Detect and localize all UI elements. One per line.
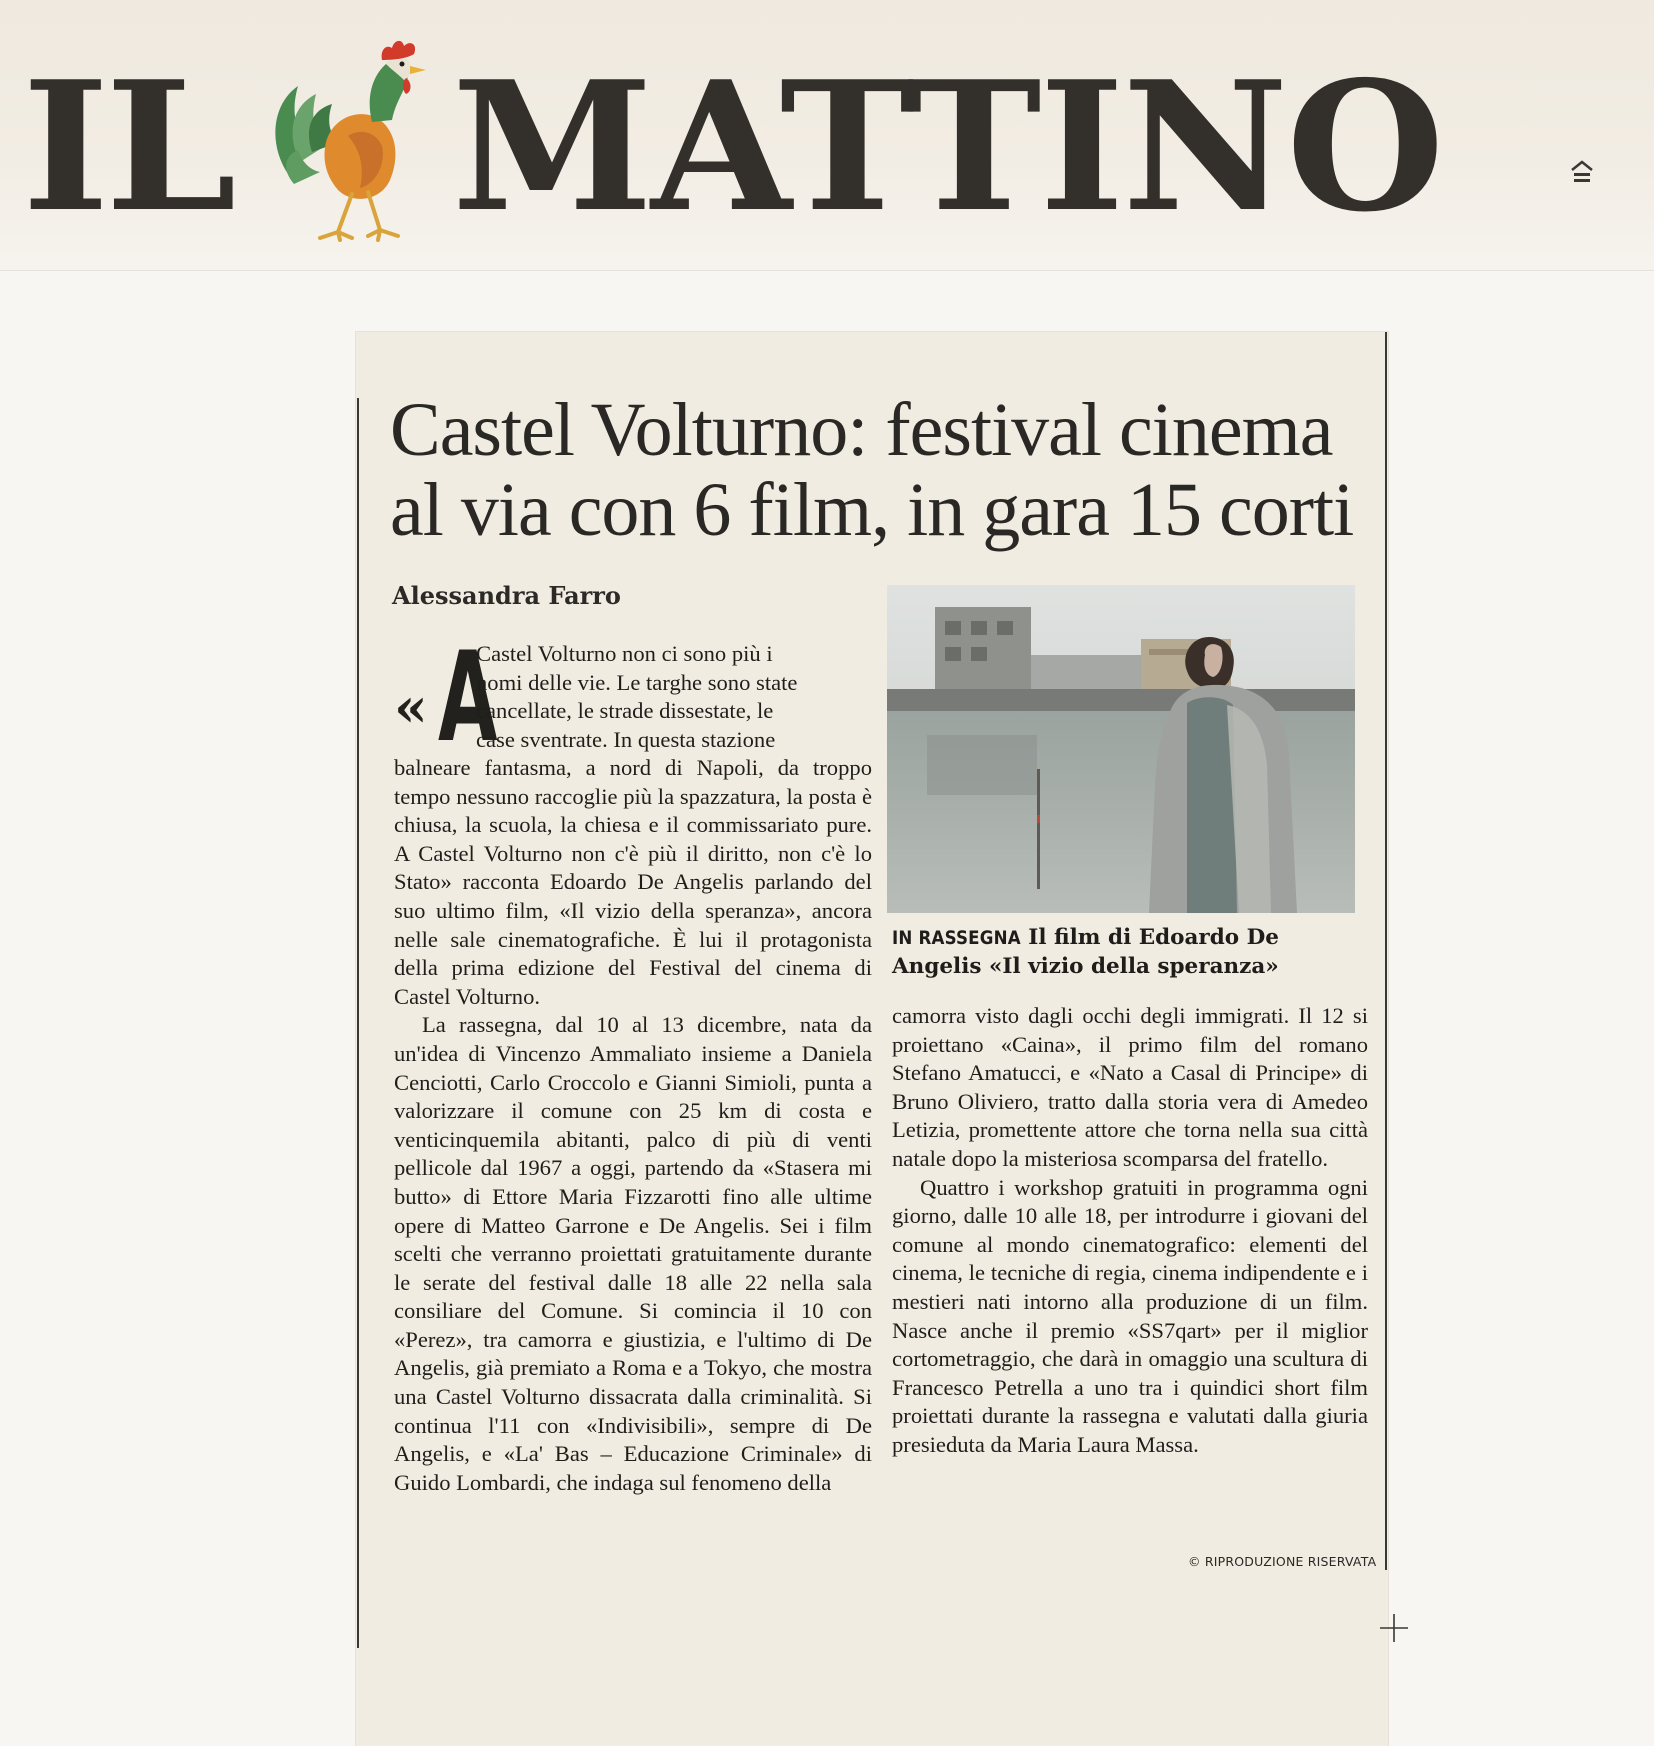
caption-text: Il film di Edoardo De Angelis «Il vizio della speranza» <box>892 925 1279 979</box>
dropcap-quote: « <box>394 675 428 739</box>
dropcap-lines <box>476 640 872 754</box>
dropcap-line: cancellate, le strade dissestate, le <box>476 698 774 724</box>
dropcap-line: case sventrate. In questa stazione <box>476 726 776 752</box>
column-rule-right <box>1385 332 1387 1570</box>
article-column-right <box>892 1002 1368 1562</box>
paragraph-3: Quattro i workshop gratuiti in programma ogni giorno, dalle 10 alle 18, per introdurre i giovani del comune al mondo cinematografico: elementi del cinema, le tecniche di regia, cinema indipendente e i mestieri nati intorno alla produzione di un film. Nasce anche il premio «SS7qart» per il miglior cortometraggio, che darà in omaggio una scultura di Francesco Petrella a uno tra i quindici short film proiettati durante la rassegna e valutati dalla giuria presieduta da Maria Laura Massa. <box>892 1174 1368 1457</box>
column-rule-left <box>357 398 359 1648</box>
headline-line-2: al via con 6 film, in gara 15 corti <box>390 468 1354 552</box>
article-headline <box>390 390 1380 550</box>
rooster-icon <box>268 24 438 246</box>
copyright-notice: © RIPRODUZIONE RISERVATA <box>1188 1554 1377 1569</box>
masthead-title-il: IL <box>22 42 233 251</box>
article-photo <box>887 585 1355 913</box>
caption-kicker: IN RASSEGNA <box>892 928 1021 949</box>
dropcap-line: Castel Volturno non ci sono più i <box>476 641 773 666</box>
paragraph-2: La rassegna, dal 10 al 13 dicembre, nata da un'idea di Vincenzo Ammaliato insieme a Daniela Cenciotti, Carlo Croccolo e Gianni Simioli, punta a valorizzare il comune con 25 km di costa e venticinquemila abitanti, palco di più di venti pellicole dal 1967 a oggi, partendo da «Stasera mi butto» di Ettore Maria Fizzarotti fino alle ultime opere di Matteo Garrone e De Angelis. Sei i film scelti che verranno proiettati gratuitamente durante le serate del festival dalle 18 alle 22 nella sala consiliare del Comune. Si comincia il 10 con «Perez», tra camorra e giustizia, e l'ultimo di De Angelis, già premiato a Roma e a Tokyo, che mostra una Castel Volturno dissacrata dalla criminalità. Si continua l'11 con «Indivisibili», sempre di De Angelis, e «La' Bas – Educazione Criminale» di Guido Lombardi, che indaga sul fenomeno della <box>394 1012 872 1495</box>
masthead-title-mattino: MATTINO <box>452 42 1443 251</box>
dropcap-block <box>394 640 872 770</box>
dropcap-letter: A <box>438 640 498 770</box>
byline: Alessandra Farro <box>392 581 621 610</box>
paragraph-2-continued: camorra visto dagli occhi degli immigrati. Il 12 si proiettano «Caina», il primo film del romano Stefano Amatucci, e «Nato a Casal di Principe» di Bruno Oliviero, tratto dalla storia vera di Amedeo Letizia, promettente attore che torna nella sua città natale dopo la misteriosa scomparsa del fratello. <box>892 1003 1368 1171</box>
paragraph-1-continued: balneare fantasma, a nord di Napoli, da troppo tempo nessuno raccoglie più la spazzatura, la posta è chiusa, la scuola, la chiesa e il commissariato pure. A Castel Volturno non c'è più il diritto, non c'è lo Stato» racconta Edoardo De Angelis parlando del suo ultimo film, «Il vizio della speranza», ancora nelle sale cinematografiche. È lui il protagonista della prima edizione del Festival del cinema di Castel Volturno. <box>394 755 872 1009</box>
publisher-mark-icon <box>1570 160 1594 186</box>
headline-line-1: Castel Volturno: festival cinema <box>390 388 1333 472</box>
crop-mark-icon <box>1378 1612 1410 1644</box>
photo-caption <box>892 924 1352 981</box>
dropcap-line: nomi delle vie. Le targhe sono state <box>476 669 798 695</box>
masthead <box>0 0 1654 271</box>
article-column-left <box>394 640 872 1660</box>
